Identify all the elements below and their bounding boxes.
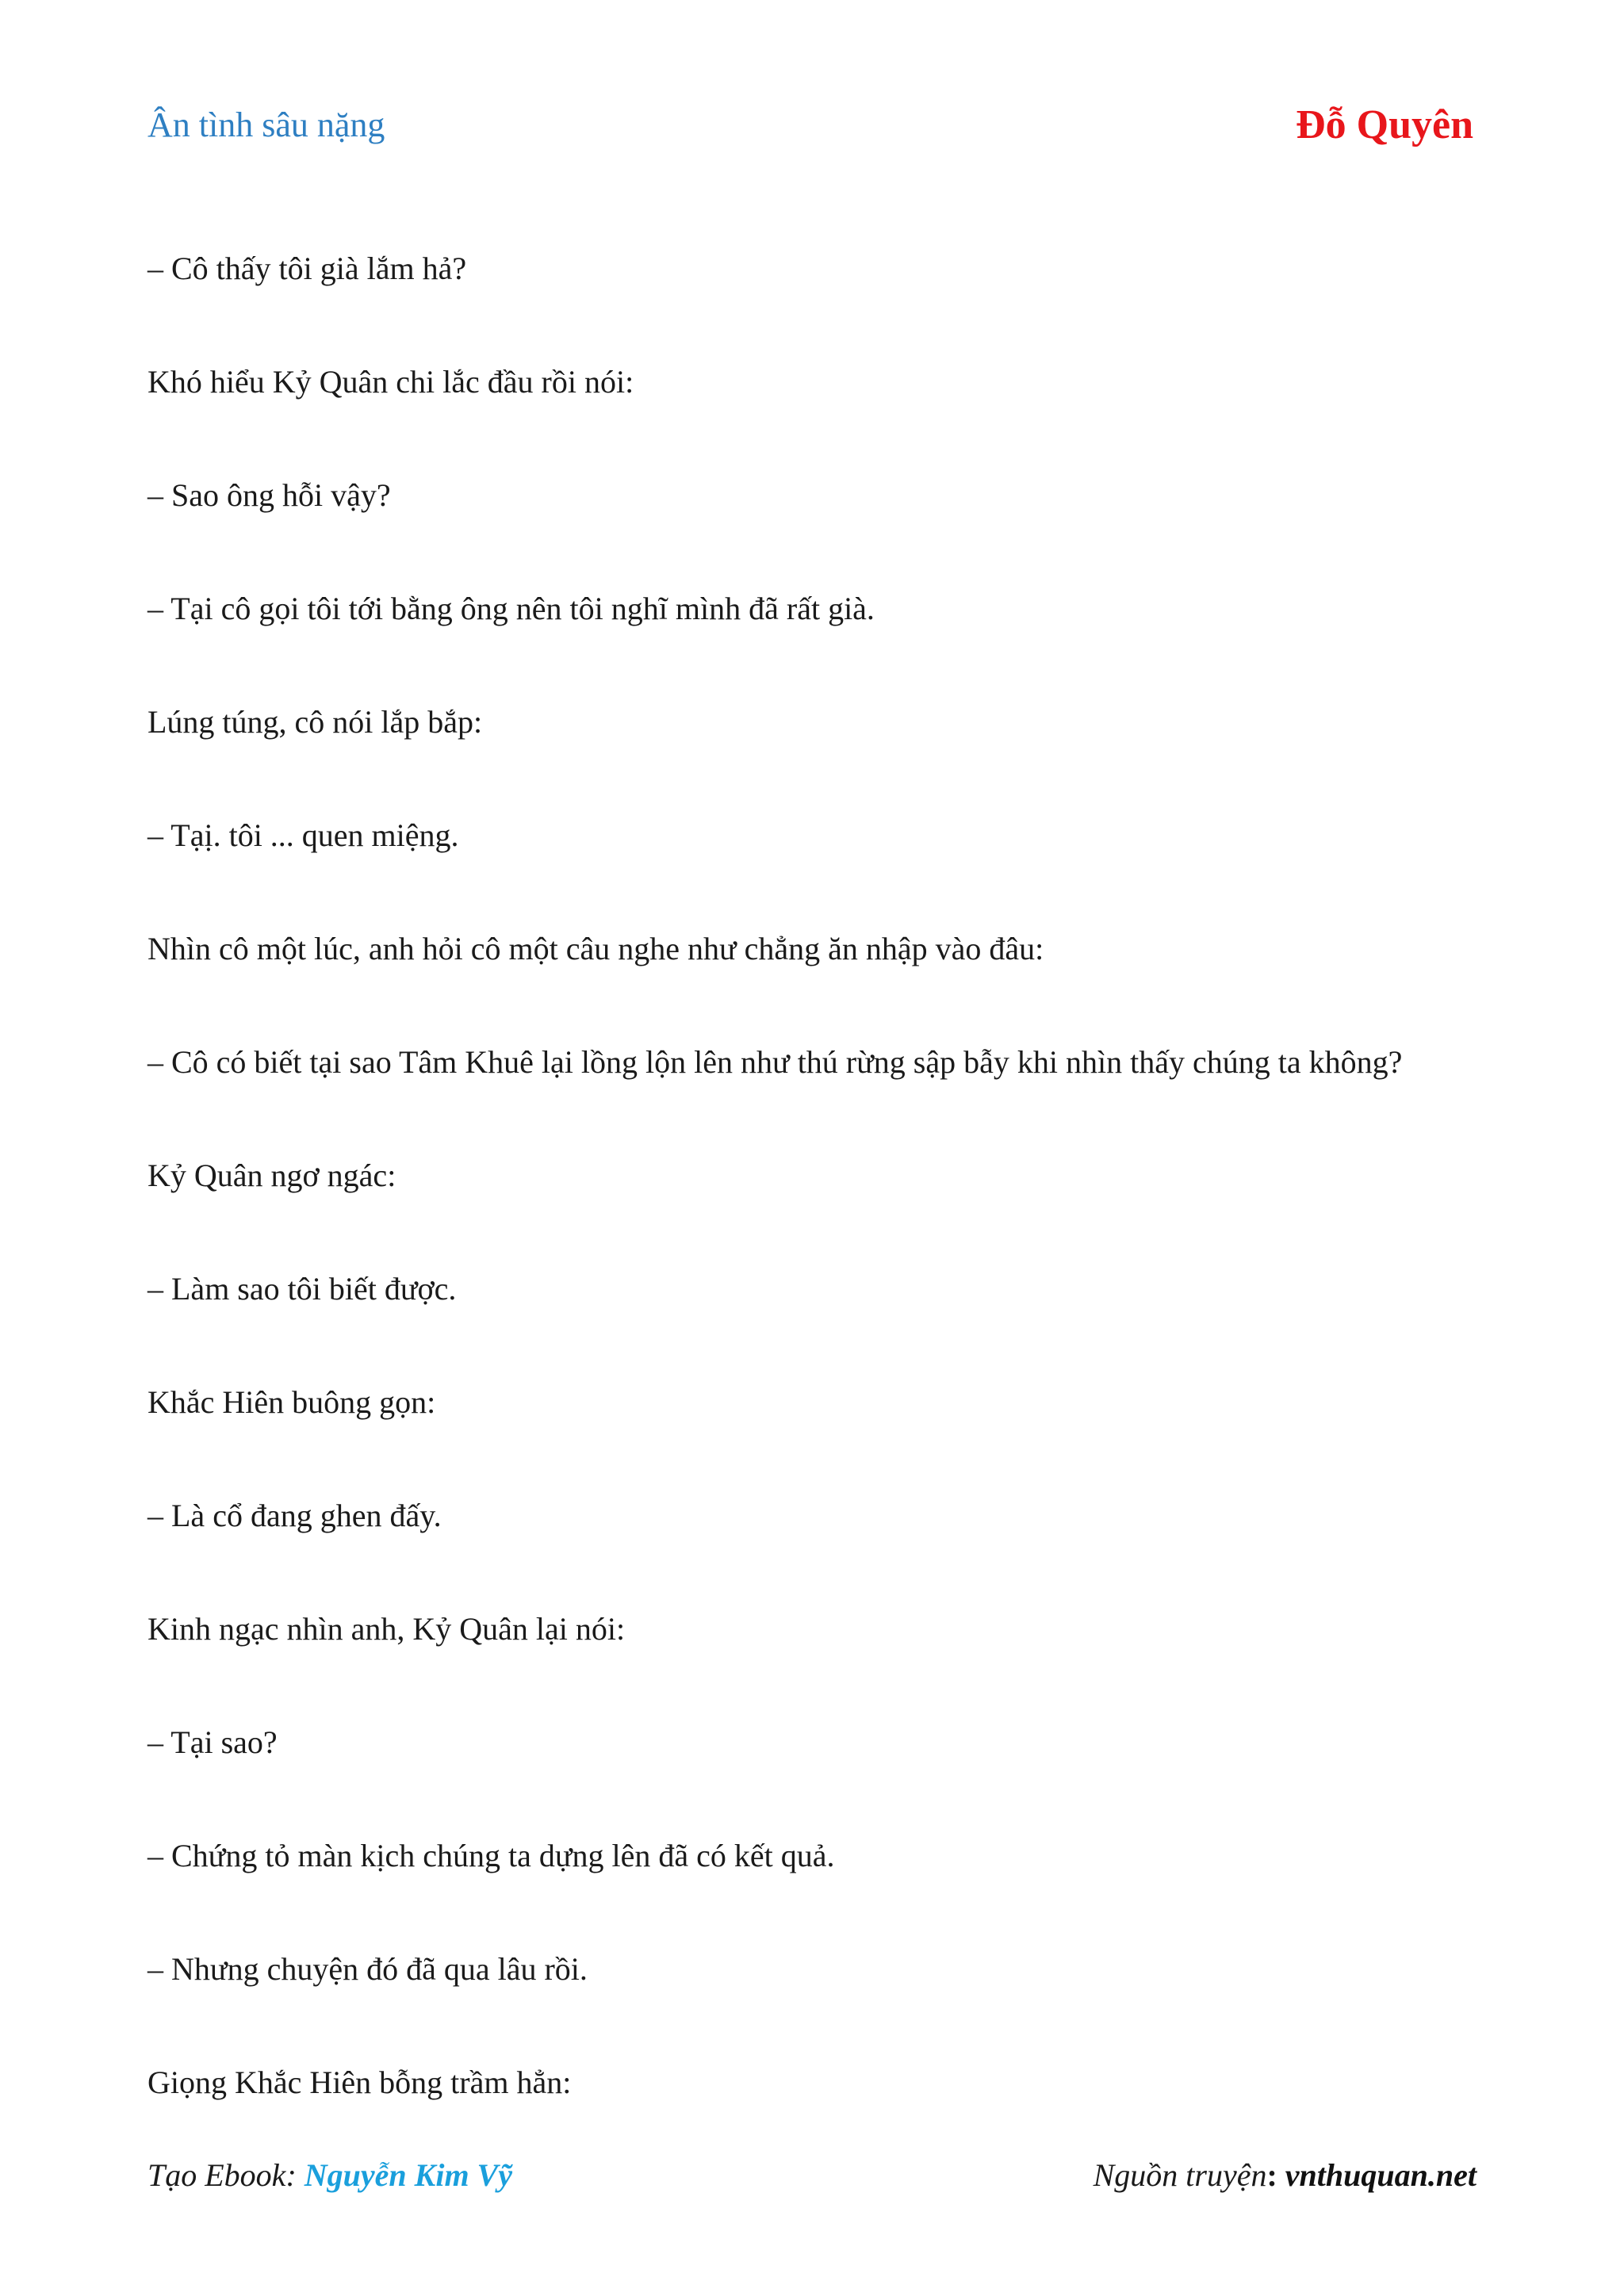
paragraph: Kinh ngạc nhìn anh, Kỷ Quân lại nói:	[147, 1611, 626, 1647]
ebook-label: Tạo Ebook	[147, 2157, 286, 2193]
paragraph: – Tại sao?	[147, 1724, 278, 1760]
source-label: Nguồn truyện	[1093, 2157, 1267, 2193]
book-title: Ân tình sâu nặng	[147, 105, 385, 144]
page-footer	[147, 2156, 1477, 2204]
paragraph: – Nhưng chuyện đó đã qua lâu rồi.	[147, 1951, 588, 1987]
paragraph: – Làm sao tôi biết được.	[147, 1271, 457, 1307]
paragraph: Kỷ Quân ngơ ngác:	[147, 1158, 396, 1193]
paragraph: Khó hiểu Kỷ Quân chi lắc đầu rồi nói:	[147, 364, 634, 400]
source-site: vnthuquan.net	[1285, 2157, 1477, 2193]
author-name: Đỗ Quyên	[1296, 102, 1473, 147]
ebook-creator: Nguyễn Kim Vỹ	[304, 2157, 512, 2193]
ebook-credit	[147, 2156, 512, 2194]
page-header	[147, 101, 1473, 157]
paragraph: – Cô thấy tôi già lắm hả?	[147, 251, 467, 286]
paragraph: – Sao ông hỗi vậy?	[147, 477, 391, 513]
paragraph: – Chứng tỏ màn kịch chúng ta dựng lên đã có kết quả.	[147, 1838, 835, 1873]
paragraph: Giọng Khắc Hiên bỗng trầm hẳn:	[147, 2064, 572, 2100]
ebook-colon: :	[285, 2157, 297, 2193]
paragraph: Lúng túng, cô nói lắp bắp:	[147, 704, 483, 740]
paragraph: – Là cổ đang ghen đấy.	[147, 1498, 442, 1533]
paragraph: – Tạị. tôi ... quen miệng.	[147, 817, 459, 853]
story-body	[147, 248, 1505, 2175]
source-colon: :	[1266, 2157, 1277, 2193]
source-credit	[1094, 2156, 1477, 2194]
paragraph: – Cô có biết tại sao Tâm Khuê lại lồng lộn lên như thú rừng sập bẫy khi nhìn thấy chúng ta không?	[147, 1044, 1403, 1080]
paragraph: – Tại cô gọi tôi tới bằng ông nên tôi nghĩ mình đã rất già.	[147, 591, 875, 626]
paragraph: Nhìn cô một lúc, anh hỏi cô một câu nghe như chẳng ăn nhập vào đâu:	[147, 931, 1044, 966]
paragraph: Khắc Hiên buông gọn:	[147, 1384, 436, 1420]
